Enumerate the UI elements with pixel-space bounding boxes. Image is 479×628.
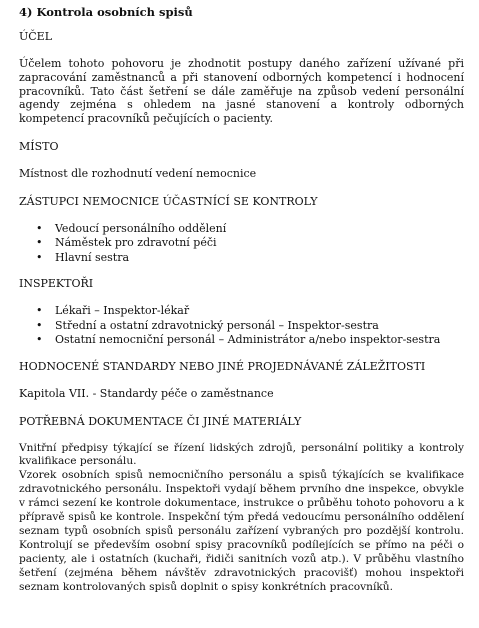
- document-page: [19, 5, 464, 595]
- section-heading: 4) Kontrola osobních spisů: [19, 5, 193, 19]
- place-title: MÍSTO: [19, 139, 59, 153]
- documentation-text-2: Vzorek osobních spisů nemocničního personálu a spisů týkajících se kvalifikace zdravotnického personálu. Inspektoři vydají během prvního dne inspekce, obvykle v rámci sezení ke kontrole dokumentace, instrukce o průběhu tohoto pohovoru a k přípravě spisů ke kontrole. Inspekční tým předá vedoucímu personálního oddělení seznam typů osobních spisů personálu zařízení vybraných pro pozdější kontrolu. Kontrolují se především osobní spisy pracovníků podílejících se přímo na péči o pacienty, ale i ostatních (kuchaři, řidiči sanitních vozů atp.). V průběhu vlastního šetření (zejména během návštěv zdravotnických pracovišť) mohou inspektoři seznam kontrolovaných spisů doplnit o spisy konkrétních pracovníků.: [19, 469, 464, 593]
- list-item: • Ostatní nemocniční personál – Administrátor a/nebo inspektor-sestra: [19, 333, 464, 348]
- hospital-representatives-title: ZÁSTUPCI NEMOCNICE ÚČASTNÍCÍ SE KONTROLY: [19, 194, 318, 208]
- list-item: • Hlavní sestra: [19, 251, 464, 266]
- inspectors-title: INSPEKTOŘI: [19, 277, 94, 291]
- documentation-title: POTŘEBNÁ DOKUMENTACE ČI JINÉ MATERIÁLY: [19, 414, 302, 428]
- list-item: • Střední a ostatní zdravotnický personál – Inspektor-sestra: [19, 319, 464, 334]
- documentation-text-1: Vnitřní předpisy týkající se řízení lidských zdrojů, personální politiky a kontroly kvalifikace personálu.: [19, 441, 464, 468]
- list-item: • Lékaři – Inspektor-lékař: [19, 304, 464, 319]
- list-item: • Vedoucí personálního oddělení: [19, 222, 464, 237]
- inspectors-list: [19, 304, 464, 348]
- purpose-title: ÚČEL: [19, 30, 53, 43]
- place-text: Místnost dle rozhodnutí vedení nemocnice: [19, 166, 257, 180]
- purpose-text: Účelem tohoto pohovoru je zhodnotit postupy daného zařízení užívané při zapracování zaměstnanců a při stanovení odborných kompetencí i hodnocení pracovníků. Tato část šetření se dále zaměřuje na způsob vedení personální agendy zejména s ohledem na jasné stanovení a kontroly odborných kompetencí pracovníků pečujících o pacienty.: [19, 57, 464, 126]
- standards-text: Kapitola VII. - Standardy péče o zaměstnance: [19, 386, 274, 400]
- list-item: • Náměstek pro zdravotní péči: [19, 236, 464, 251]
- standards-title: HODNOCENÉ STANDARDY NEBO JINÉ PROJEDNÁVANÉ ZÁLEŽITOSTI: [19, 359, 426, 373]
- hospital-representatives-list: [19, 222, 464, 266]
